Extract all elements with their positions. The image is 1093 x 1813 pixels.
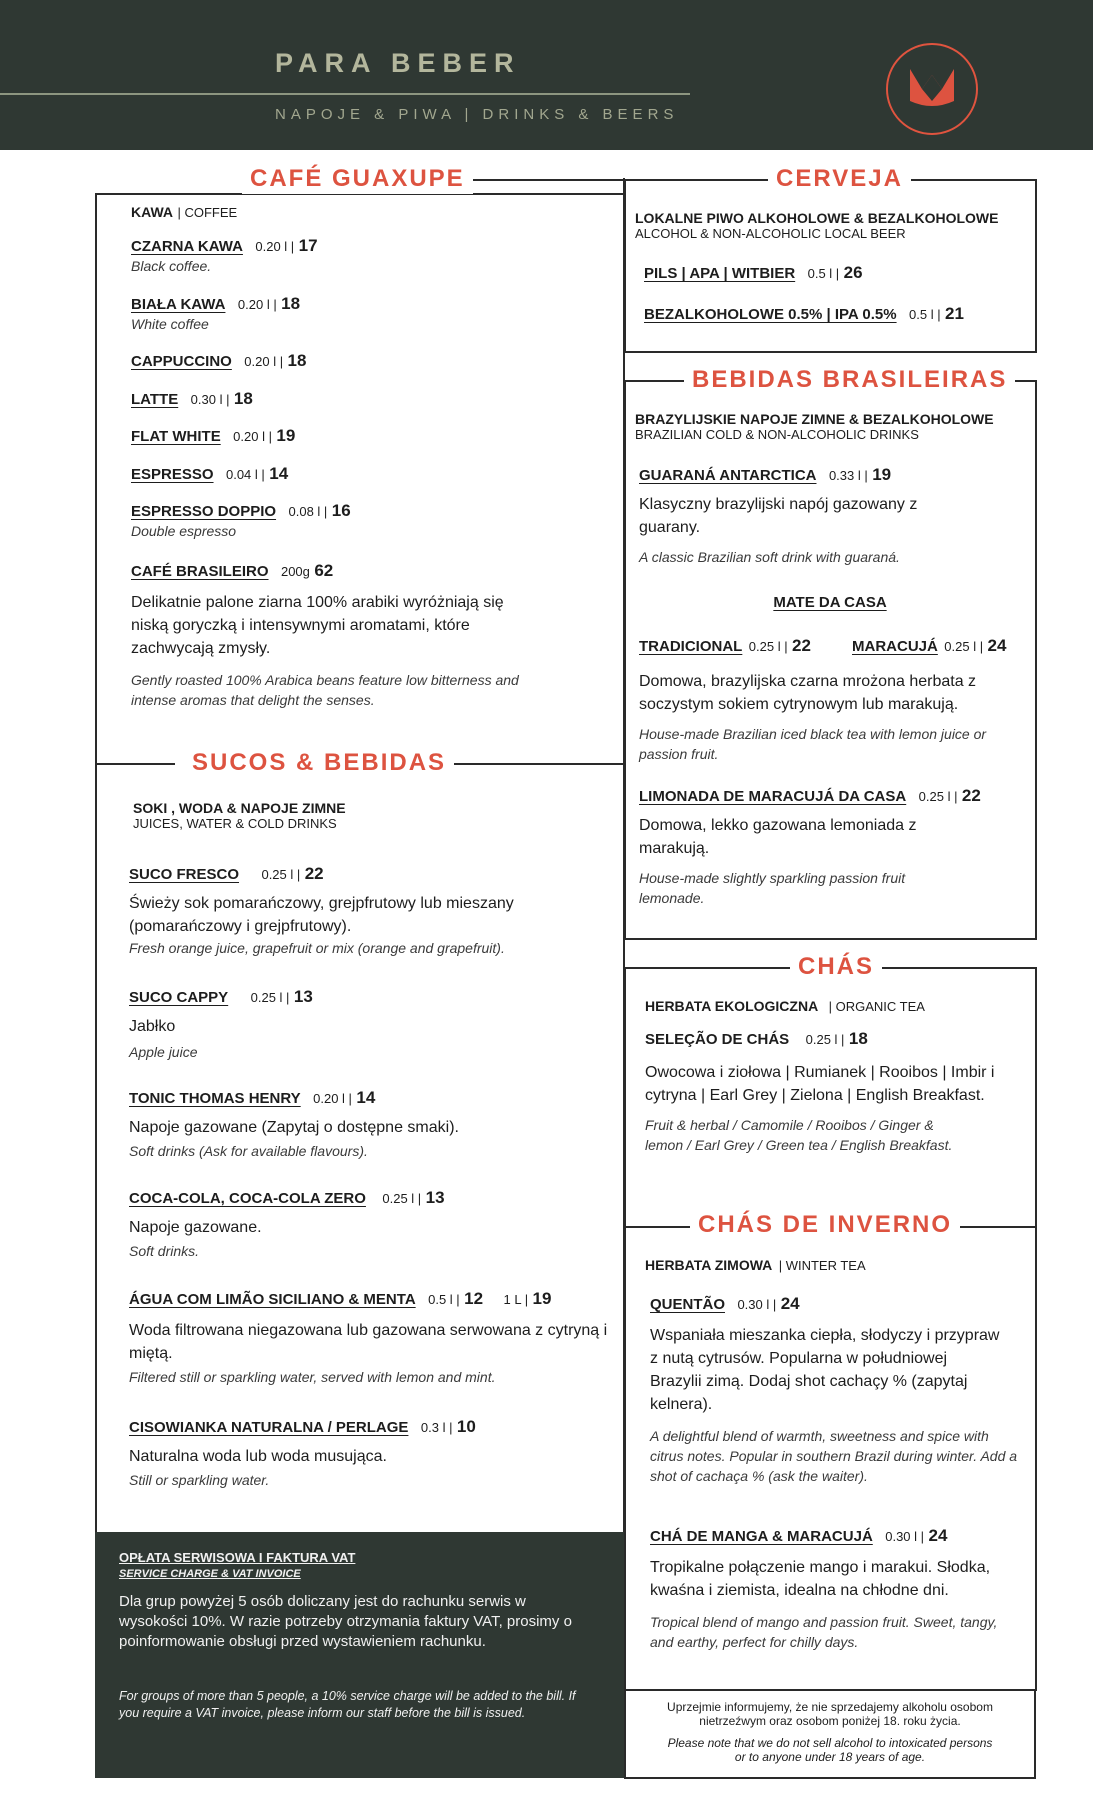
item-desc-en: Still or sparkling water. <box>129 1472 270 1488</box>
item-name: ESPRESSO <box>131 466 214 483</box>
page-subtitle: NAPOJE & PIWA | DRINKS & BEERS <box>275 106 679 123</box>
item-price: 10 <box>456 1417 476 1436</box>
item-desc-en: Black coffee. <box>131 258 212 274</box>
menu-item <box>129 987 609 1062</box>
item-desc-en: White coffee <box>131 316 209 332</box>
item-desc: Świeży sok pomarańczowy, grejpfrutowy lub mieszany (pomarańczowy i grejpfrutowy). <box>129 895 514 935</box>
item-desc-en: House-made slightly sparkling passion fruit lemonade. <box>639 870 906 906</box>
menu-item <box>129 1289 609 1387</box>
item-price: 14 <box>269 464 289 483</box>
item-name: BIAŁA KAWA <box>131 296 226 313</box>
menu-item <box>131 294 300 334</box>
item-desc-en: Fruit & herbal / Camomile / Rooibos / Ginger & lemon / Earl Grey / Green tea / English Breakfast. <box>645 1117 953 1153</box>
menu-item <box>129 1417 609 1490</box>
item-size: 0.25 l | <box>944 639 984 654</box>
sucos-title-line-left <box>95 763 175 765</box>
item-desc: Napoje gazowane. <box>129 1219 262 1236</box>
item-name: MARACUJÁ <box>852 638 938 655</box>
item-desc-en: Tropical blend of mango and passion fruit. Sweet, tangy, and earthy, perfect for chilly days. <box>650 1614 998 1650</box>
notice-en: Please note that we do not sell alcohol to intoxicated persons or to anyone under 18 years of age. <box>667 1736 993 1764</box>
bebidas-title: BEBIDAS BRASILEIRAS <box>684 365 1015 395</box>
item-price: 26 <box>843 263 863 282</box>
chas-head <box>645 998 925 1016</box>
item-desc: Owocowa i ziołowa | Rumianek | Rooibos | Imbir i cytryna | Earl Grey | Zielona | English Breakfast. <box>645 1064 995 1104</box>
item-name: QUENTÃO <box>650 1296 725 1313</box>
menu-item <box>131 236 318 276</box>
service-text-pl: Dla grup powyżej 5 osób doliczany jest do rachunku serwis w wysokości 10%. W razie potrzeby otrzymania faktury VAT, prosimy o poinformowanie obsługi przed wystawieniem rachunku. <box>119 1593 572 1650</box>
sucos-title-line-right <box>452 763 624 765</box>
item-size: 0.30 l | <box>885 1529 925 1544</box>
menu-item <box>129 864 609 958</box>
item-name: PILS | APA | WITBIER <box>644 265 796 282</box>
menu-item <box>650 1526 1025 1652</box>
sucos-head <box>133 800 346 831</box>
item-name: SUCO FRESCO <box>129 866 240 883</box>
item-price: 22 <box>304 864 324 883</box>
item-desc-en: A delightful blend of warmth, sweetness and spice with citrus notes. Popular in southern Brazil during winter. Add a shot of cachaça % (ask the waiter). <box>650 1428 1018 1484</box>
mate-title <box>625 594 1035 612</box>
chas-title: CHÁS <box>790 952 882 982</box>
item-desc: Delikatnie palone ziarna 100% arabiki wyróżniają się niską goryczką i intensywnymi aromatami, które zachwycają zmysły. <box>131 594 504 657</box>
item-desc: Domowa, lekko gazowana lemoniada z marakują. <box>639 817 917 857</box>
menu-item <box>639 786 1019 908</box>
item-price: 22 <box>961 786 981 805</box>
inverno-head-en: | WINTER TEA <box>778 1258 866 1273</box>
item-name: CAPPUCCINO <box>131 353 232 370</box>
cerveja-head <box>635 210 998 241</box>
bebidas-head <box>635 411 994 442</box>
mate-description <box>639 670 1019 764</box>
item-desc: Naturalna woda lub woda musująca. <box>129 1448 387 1465</box>
item-size: 0.33 l | <box>828 468 868 483</box>
menu-header <box>0 0 1093 150</box>
item-size: 0.20 l | <box>313 1091 352 1106</box>
item-desc-en: Fresh orange juice, grapefruit or mix (orange and grapefruit). <box>129 940 505 956</box>
item-size: 0.08 l | <box>288 504 328 519</box>
item-name: LIMONADA DE MARACUJÁ DA CASA <box>639 788 907 805</box>
item-size: 0.20 l | <box>233 429 272 444</box>
menu-item <box>131 351 306 371</box>
logo-icon <box>886 43 978 135</box>
item-desc-en: Apple juice <box>129 1044 198 1060</box>
cafe-title: CAFÉ GUAXUPE <box>242 164 473 194</box>
item-price: 13 <box>293 987 313 1006</box>
item-desc: Jabłko <box>129 1018 176 1035</box>
item-price: 24 <box>928 1526 948 1545</box>
item-price: 22 <box>792 636 811 655</box>
item-price: 24 <box>987 636 1007 655</box>
item-desc: Tropikalne połączenie mango i marakui. Słodka, kwaśna i ziemista, idealna na chłodne dni. <box>650 1559 991 1599</box>
cafe-head-pl: KAWA <box>131 204 173 220</box>
inverno-head <box>645 1257 866 1275</box>
item-desc-en: House-made Brazilian iced black tea with lemon juice or passion fruit. <box>639 726 987 762</box>
menu-item <box>131 464 288 484</box>
item-price: 21 <box>945 304 964 323</box>
item-price: 12 <box>464 1289 484 1308</box>
menu-item <box>131 389 253 409</box>
item-name: SELEÇÃO DE CHÁS <box>645 1031 790 1048</box>
item-size: 0.5 l | <box>909 307 941 322</box>
item-price: 19 <box>872 465 892 484</box>
item-size-large: 1 L | <box>503 1292 529 1307</box>
item-price: 14 <box>356 1088 376 1107</box>
item-desc: Napoje gazowane (Zapytaj o dostępne smaki). <box>129 1119 459 1136</box>
item-size: 0.3 l | <box>420 1420 453 1435</box>
item-size: 0.5 l | <box>807 266 840 281</box>
menu-item <box>644 304 964 324</box>
sucos-head-en: JUICES, WATER & COLD DRINKS <box>133 816 337 831</box>
menu-item <box>131 501 351 541</box>
menu-item <box>129 1188 609 1261</box>
item-name: SUCO CAPPY <box>129 989 229 1006</box>
item-desc: Klasyczny brazylijski napój gazowany z guarany. <box>639 496 918 536</box>
item-price: 13 <box>425 1188 445 1207</box>
item-desc: Domowa, brazylijska czarna mrożona herbata z soczystym sokiem cytrynowym lub marakują. <box>639 673 977 713</box>
cerveja-head-pl: LOKALNE PIWO ALKOHOLOWE & BEZALKOHOLOWE <box>635 210 999 226</box>
service-charge-box <box>95 1532 624 1778</box>
item-size: 0.04 l | <box>225 467 265 482</box>
alcohol-notice <box>624 1689 1036 1779</box>
cafe-head-en: COFFEE <box>184 205 238 220</box>
menu-item <box>650 1294 1025 1486</box>
inverno-head-pl: HERBATA ZIMOWA <box>645 1257 773 1273</box>
inverno-title: CHÁS DE INVERNO <box>690 1210 960 1240</box>
item-price: 24 <box>780 1294 800 1313</box>
item-price: 18 <box>287 351 307 370</box>
item-name: TRADICIONAL <box>639 638 743 655</box>
item-name: COCA-COLA, COCA-COLA ZERO <box>129 1190 366 1207</box>
item-name: LATTE <box>131 391 179 408</box>
item-name: TONIC THOMAS HENRY <box>129 1090 301 1107</box>
item-desc-en: Gently roasted 100% Arabica beans feature low bitterness and intense aromas that delight the senses. <box>131 672 519 708</box>
chas-head-en: | ORGANIC TEA <box>828 999 925 1014</box>
item-size: 0.20 l | <box>244 354 284 369</box>
item-price-large: 19 <box>532 1289 552 1308</box>
menu-item <box>639 636 811 656</box>
item-size: 0.25 l | <box>918 789 958 804</box>
item-price: 18 <box>848 1029 868 1048</box>
menu-item <box>639 465 1019 567</box>
cafe-head <box>131 204 237 222</box>
sucos-head-pl: SOKI , WODA & NAPOJE ZIMNE <box>133 800 346 816</box>
menu-item <box>129 1088 609 1161</box>
item-name: ESPRESSO DOPPIO <box>131 503 277 520</box>
item-desc: Wspaniała mieszanka ciepła, słodyczy i przypraw z nutą cytrusów. Popularna w południowej Brazylii zimą. Dodaj shot cachaçy % (zapytaj kelnera). <box>650 1327 1000 1413</box>
item-size: 0.30 l | <box>737 1297 777 1312</box>
menu-item <box>644 263 863 283</box>
item-size: 0.5 l | <box>428 1292 460 1307</box>
menu-item <box>645 1029 1015 1155</box>
item-name: GUARANÁ ANTARCTICA <box>639 467 817 484</box>
item-size: 0.20 l | <box>237 297 277 312</box>
item-name: FLAT WHITE <box>131 428 221 445</box>
item-name: CISOWIANKA NATURALNA / PERLAGE <box>129 1419 409 1436</box>
menu-item <box>131 561 521 710</box>
cerveja-head-en: ALCOHOL & NON-ALCOHOLIC LOCAL BEER <box>635 226 906 241</box>
header-divider <box>0 93 690 95</box>
bebidas-head-en: BRAZILIAN COLD & NON-ALCOHOLIC DRINKS <box>635 427 919 442</box>
notice-pl: Uprzejmie informujemy, że nie sprzedajemy alkoholu osobom nietrzeźwym oraz osobom poniżej 18. roku życia. <box>667 1700 993 1728</box>
item-desc-en: Double espresso <box>131 523 237 539</box>
bebidas-head-pl: BRAZYLIJSKIE NAPOJE ZIMNE & BEZALKOHOLOWE <box>635 411 994 427</box>
item-size: 0.25 l | <box>382 1191 422 1206</box>
item-size: 0.25 l | <box>250 990 290 1005</box>
item-desc-en: Filtered still or sparkling water, served with lemon and mint. <box>129 1369 496 1385</box>
item-price: 16 <box>331 501 351 520</box>
item-size: 200g <box>280 564 310 579</box>
item-desc-en: Soft drinks. <box>129 1243 200 1259</box>
cafe-title-line <box>466 179 626 181</box>
item-size: 0.20 l | <box>255 239 295 254</box>
item-price: 18 <box>233 389 253 408</box>
item-desc-en: Soft drinks (Ask for available flavours). <box>129 1143 368 1159</box>
item-name: ÁGUA COM LIMÃO SICILIANO & MENTA <box>129 1291 416 1308</box>
item-size: 0.25 l | <box>261 867 301 882</box>
page-title: PARA BEBER <box>275 48 521 78</box>
item-size: 0.30 l | <box>190 392 230 407</box>
item-price: 62 <box>314 561 334 580</box>
item-desc-en: A classic Brazilian soft drink with guaraná. <box>639 549 900 565</box>
item-desc: Woda filtrowana niegazowana lub gazowana serwowana z cytryną i miętą. <box>129 1322 608 1362</box>
item-name: BEZALKOHOLOWE 0.5% | IPA 0.5% <box>644 306 897 323</box>
item-size: 0.25 l | <box>805 1032 845 1047</box>
cafe-head-sep: | <box>177 205 185 220</box>
item-name: CHÁ DE MANGA & MARACUJÁ <box>650 1528 873 1545</box>
item-name: CAFÉ BRASILEIRO <box>131 563 269 580</box>
sucos-title: SUCOS & BEBIDAS <box>184 748 454 778</box>
mate-title-label: MATE DA CASA <box>773 594 887 611</box>
service-title-en: SERVICE CHARGE & VAT INVOICE <box>119 1568 301 1580</box>
menu-item <box>131 426 295 446</box>
menu-item <box>852 636 1006 656</box>
item-price: 18 <box>281 294 301 313</box>
cerveja-title: CERVEJA <box>768 164 911 194</box>
item-name: CZARNA KAWA <box>131 238 243 255</box>
service-text-en: For groups of more than 5 people, a 10% service charge will be added to the bill. If you require a VAT invoice, please inform our staff before the bill is issued. <box>119 1689 576 1720</box>
item-size: 0.25 l | <box>748 639 788 654</box>
sucos-left-border <box>95 763 97 1535</box>
item-price: 17 <box>298 236 318 255</box>
item-price: 19 <box>276 426 296 445</box>
service-title: OPŁATA SERWISOWA I FAKTURA VAT <box>119 1550 356 1565</box>
chas-head-pl: HERBATA EKOLOGICZNA <box>645 998 819 1014</box>
